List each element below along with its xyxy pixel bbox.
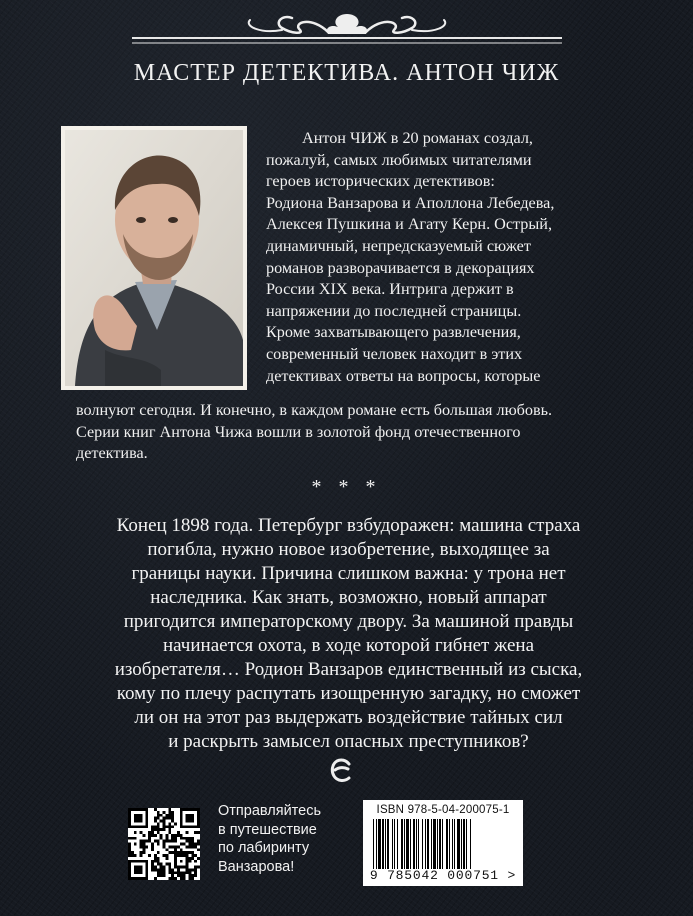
synopsis-line: кому по плечу распутать изощренную загадку, но сможет	[116, 683, 581, 704]
promo-text	[218, 802, 358, 876]
bio-line: современный человек находит в этих	[266, 344, 523, 363]
bio-line: Серии книг Антона Чижа вошли в золотой фонд отечественного	[76, 422, 521, 441]
isbn-barcode	[363, 800, 523, 886]
bio-line: Алексея Пушкина и Агату Керн. Острый,	[266, 215, 552, 234]
bio-line: Антон ЧИЖ в 20 романах создал,	[302, 129, 533, 147]
bio-line: динамичный, непредсказуемый сюжет	[266, 236, 531, 255]
flourish-ornament-icon	[132, 8, 562, 48]
bio-line: детективах ответы на вопросы, которые	[266, 366, 541, 385]
isbn-label: ISBN 978-5-04-200075-1	[376, 804, 510, 816]
bio-line: пожалуй, самых любимых читателями	[266, 150, 532, 169]
synopsis-line: Конец 1898 года. Петербург взбудоражен: машина страха	[116, 515, 581, 536]
bio-line: романов разворачивается в декорациях	[266, 258, 535, 277]
synopsis-line: и раскрыть замысел опасных преступников?	[168, 731, 529, 752]
author-portrait-image	[65, 130, 243, 386]
publisher-e-logo-icon	[327, 756, 355, 784]
synopsis-line: ли он на этот раз выдержать воздействие тайных сил	[134, 707, 563, 728]
barcode-digits: 9 785042 000751 >	[369, 868, 517, 883]
qr-code-icon[interactable]	[128, 808, 200, 880]
promo-line: по лабиринту	[218, 840, 310, 857]
promo-line: Отправляйтесь	[218, 803, 322, 819]
synopsis-line: погибла, нужно новое изобретение, выходящее за	[147, 539, 550, 560]
author-photo	[61, 126, 247, 390]
synopsis-line: изобретателя… Родион Ванзаров единственный из сыска,	[114, 659, 583, 680]
promo-line: в путешествие	[218, 821, 317, 838]
bio-line: детектива.	[76, 444, 148, 463]
synopsis-line: пригодится императорскому двору. За машиной правды	[123, 611, 574, 632]
bio-line: Кроме захватывающего развлечения,	[266, 323, 521, 342]
bio-line: волнуют сегодня. И конечно, в каждом романе есть большая любовь.	[76, 401, 553, 419]
author-bio-lower	[76, 400, 596, 465]
bio-line: Родиона Ванзарова и Аполлона Лебедева,	[266, 193, 555, 212]
bio-line: России XIX века. Интрига держит в	[266, 280, 514, 299]
bio-line: героев исторических детективов:	[266, 172, 495, 191]
series-title: МАСТЕР ДЕТЕКТИВА. АНТОН ЧИЖ	[133, 60, 560, 86]
synopsis-line: наследника. Как знать, возможно, новый аппарат	[150, 587, 547, 608]
author-bio-upper	[266, 128, 596, 387]
synopsis-line: границы науки. Причина слишком важна: у трона нет	[131, 563, 566, 584]
barcode-bars	[371, 819, 515, 869]
synopsis-line: начинается охота, в ходе которой гибнет жена	[162, 635, 535, 656]
bio-line: напряжении до последней страницы.	[266, 301, 522, 320]
section-separator: * * *	[311, 476, 382, 498]
promo-line: Ванзарова!	[218, 858, 295, 875]
book-synopsis	[86, 514, 611, 754]
